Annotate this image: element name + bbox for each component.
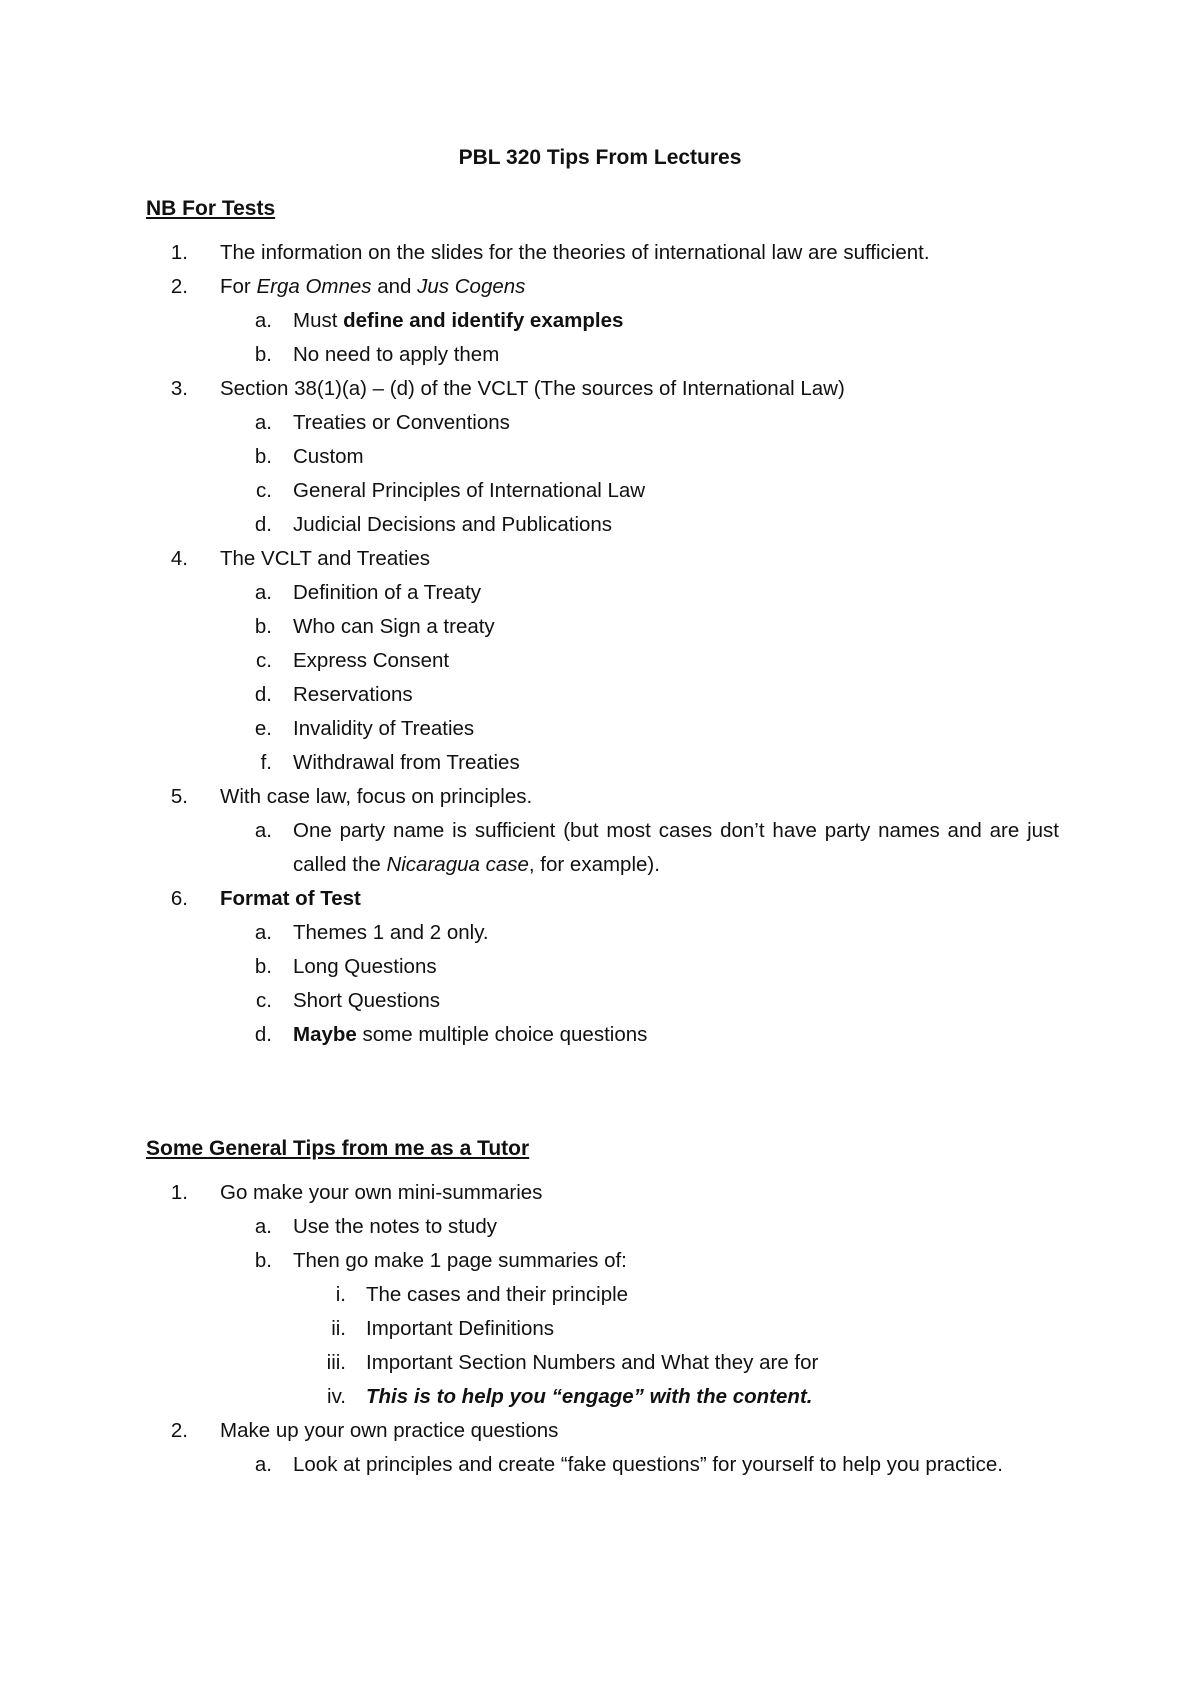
list-marker: i. (335, 1283, 346, 1306)
list-marker: c. (256, 649, 272, 672)
list-item-text: Express Consent (293, 649, 450, 672)
list-item-text: General Principles of International Law (293, 479, 646, 502)
list-marker: b. (254, 343, 272, 366)
list-item-text: This is to help you “engage” with the content. (366, 1385, 813, 1408)
list-marker: e. (254, 717, 272, 740)
list-item-text: Important Section Numbers and What they are for (366, 1351, 819, 1374)
list-item-text: Short Questions (293, 989, 440, 1012)
list-marker: a. (254, 1453, 272, 1476)
list-item-text: Format of Test (220, 887, 361, 910)
list-marker: f. (260, 751, 272, 774)
list-marker: a. (254, 411, 272, 434)
page-title: PBL 320 Tips From Lectures (458, 146, 742, 169)
list-marker: a. (254, 309, 272, 332)
list-item-text: The cases and their principle (366, 1283, 629, 1306)
list-item-text: Judicial Decisions and Publications (293, 513, 613, 536)
list-item-text: Long Questions (293, 955, 437, 978)
list-marker: a. (254, 819, 272, 842)
list-item-text: Maybe some multiple choice questions (293, 1023, 648, 1046)
list-marker: 1. (170, 1181, 188, 1204)
list-marker: d. (254, 683, 272, 706)
list-item-text: Use the notes to study (293, 1215, 497, 1238)
list-item-text: Go make your own mini-summaries (220, 1181, 543, 1204)
list-item-text: With case law, focus on principles. (220, 785, 533, 808)
list-marker: iii. (326, 1351, 346, 1374)
list-marker: 6. (170, 887, 188, 910)
list-item-text: The information on the slides for the theories of international law are sufficient. (220, 241, 930, 264)
list-item-text: For Erga Omnes and Jus Cogens (220, 275, 526, 298)
list-marker: d. (254, 1023, 272, 1046)
list-marker: a. (254, 1215, 272, 1238)
list-marker: ii. (331, 1317, 346, 1340)
list-marker: 5. (170, 785, 188, 808)
list-item-text: Make up your own practice questions (220, 1419, 559, 1442)
list-marker: c. (256, 989, 272, 1012)
list-item-text: Invalidity of Treaties (293, 717, 475, 740)
list-item-text: Themes 1 and 2 only. (293, 921, 489, 944)
list-item-text: Who can Sign a treaty (293, 615, 495, 638)
list-marker: d. (254, 513, 272, 536)
list-item-text: Section 38(1)(a) – (d) of the VCLT (The sources of International Law) (220, 377, 845, 400)
list-marker: 2. (170, 275, 188, 298)
list-marker: b. (254, 955, 272, 978)
list-item-text: The VCLT and Treaties (220, 547, 431, 570)
list-item-text: One party name is sufficient (but most cases don’t have party names and are just called the Nicaragua case, for example). (293, 819, 1059, 876)
section-heading-tutor-tips: Some General Tips from me as a Tutor (146, 1137, 530, 1160)
list-item-text: Look at principles and create “fake questions” for yourself to help you practice. (293, 1453, 1003, 1476)
list-item-text: Treaties or Conventions (293, 411, 510, 434)
list-marker: b. (254, 445, 272, 468)
list-item-text: Withdrawal from Treaties (293, 751, 520, 774)
list-marker: a. (254, 581, 272, 604)
list-marker: 4. (170, 547, 188, 570)
list-item-text: Definition of a Treaty (293, 581, 482, 604)
list-item-text: Must define and identify examples (293, 309, 624, 332)
list-marker: b. (254, 615, 272, 638)
list-item-text: Then go make 1 page summaries of: (293, 1249, 627, 1272)
list-item-text: Custom (293, 445, 364, 468)
section-heading-tests: NB For Tests (146, 197, 276, 220)
list-marker: a. (254, 921, 272, 944)
list-marker: 1. (170, 241, 188, 264)
list-item-text: Important Definitions (366, 1317, 555, 1340)
list-item-text: No need to apply them (293, 343, 500, 366)
list-marker: 3. (170, 377, 188, 400)
list-marker: 2. (170, 1419, 188, 1442)
list-marker: b. (254, 1249, 272, 1272)
list-item-text: Reservations (293, 683, 413, 706)
list-marker: c. (256, 479, 272, 502)
list-marker: iv. (327, 1385, 346, 1408)
